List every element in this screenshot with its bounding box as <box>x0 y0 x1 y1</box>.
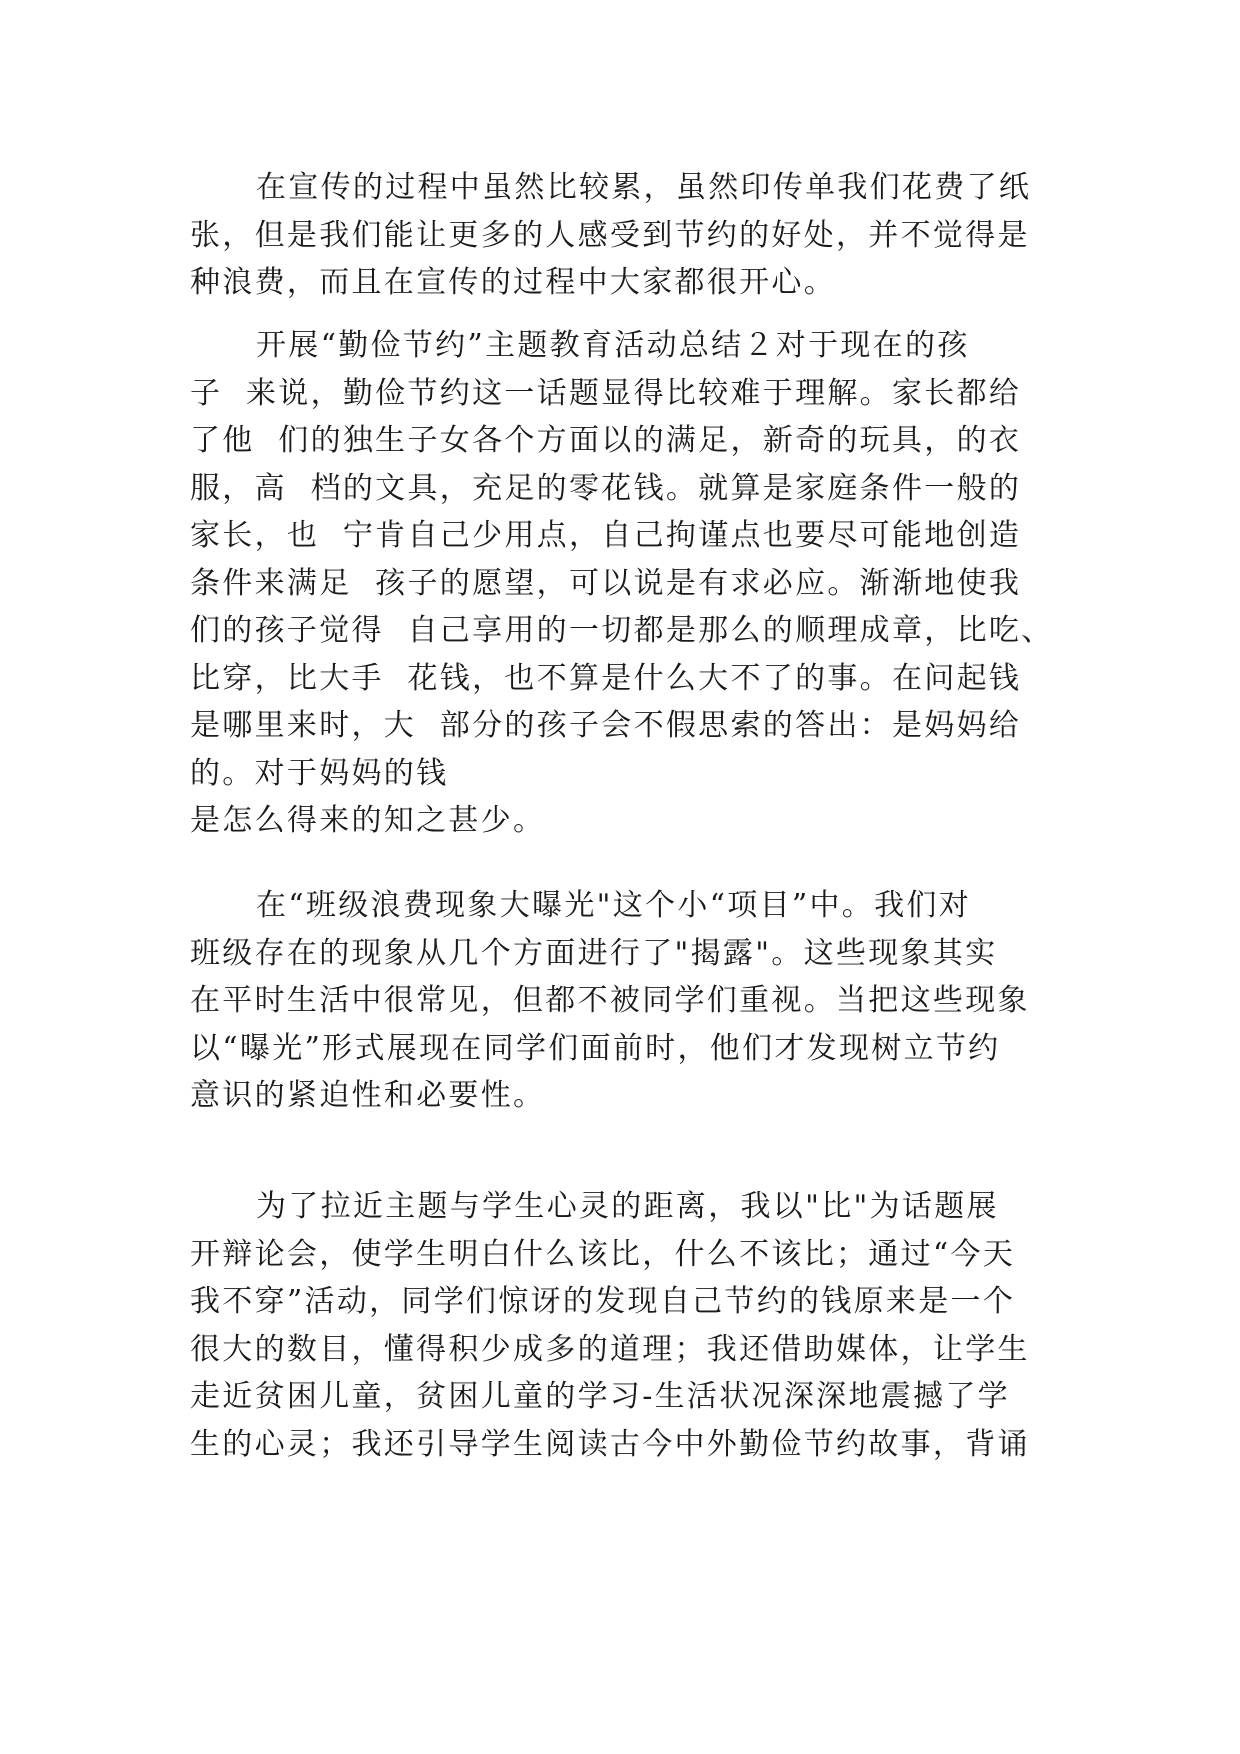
paragraph-line: 在平时生活中很常见，但都不被同学们重视。当把这些现象 <box>190 983 1030 1018</box>
paragraph-line: 了他 们的独生子女各个方面以的满足，新奇的玩具，的衣 <box>190 423 1022 458</box>
paragraph-line: 很大的数目，懂得积少成多的道理；我还借助媒体，让学生 <box>190 1331 1030 1367</box>
paragraph-line: 在“班级浪费现象大曝光"这个小“项目”中。我们对 <box>256 888 972 923</box>
paragraph-line: 种浪费，而且在宣传的过程中大家都很开心。 <box>190 265 836 300</box>
paragraph-line: 班级存在的现象从几个方面进行了"揭露"。这些现象其实 <box>190 935 998 971</box>
paragraph-line: 为了拉近主题与学生心灵的距离，我以"比"为话题展 <box>256 1189 999 1224</box>
paragraph-line: 意识的紧迫性和必要性。 <box>190 1078 546 1113</box>
paragraph-line: 比穿，比大手 花钱，也不算是什么大不了的事。在问起钱 <box>190 660 1022 696</box>
paragraph-line: 张，但是我们能让更多的人感受到节约的好处，并不觉得是 <box>190 217 1030 253</box>
paragraph-line: 开展“勤俭节约”主题教育活动总结２对于现在的孩 <box>256 328 970 363</box>
paragraph-line: 们的孩子觉得 自己享用的一切都是那么的顺理成章，比吃、 <box>190 613 1054 648</box>
paragraph-line: 是怎么得来的知之甚少。 <box>190 803 546 838</box>
paragraph-4 <box>190 1183 1050 1468</box>
paragraph-line: 走近贫困儿童，贫困儿童的学习-生活状况深深地震撼了学 <box>190 1379 1010 1414</box>
paragraph-1 <box>190 164 1050 307</box>
paragraph-line: 生的心灵；我还引导学生阅读古今中外勤俭节约故事，背诵 <box>190 1426 1030 1462</box>
paragraph-line: 子 来说，勤俭节约这一话题显得比较难于理解。家长都给 <box>190 375 1022 411</box>
paragraph-line: 以“曝光”形式展现在同学们面前时，他们才发现树立节约 <box>190 1030 1001 1066</box>
paragraph-line: 我不穿”活动，同学们惊讶的发现自己节约的钱原来是一个 <box>190 1284 1016 1319</box>
paragraph-line: 条件来满足 孩子的愿望，可以说是有求必应。渐渐地使我 <box>190 565 1022 601</box>
paragraph-3 <box>190 882 1050 1120</box>
paragraph-line: 是哪里来时，大 部分的孩子会不假思索的答出：是妈妈给 <box>190 708 1022 743</box>
paragraph-line: 在宣传的过程中虽然比较累，虽然印传单我们花费了纸 <box>256 170 1032 205</box>
paragraph-line: 的。对于妈妈的钱 <box>190 755 449 791</box>
paragraph-2 <box>190 322 1054 845</box>
paragraph-line: 服，高 档的文具，充足的零花钱。就算是家庭条件一般的 <box>190 470 1022 506</box>
paragraph-line: 家长，也 宁肯自己少用点，自己拘谨点也要尽可能地创造 <box>190 518 1022 553</box>
paragraph-line: 开辩论会，使学生明白什么该比，什么不该比；通过“今天 <box>190 1236 1016 1272</box>
